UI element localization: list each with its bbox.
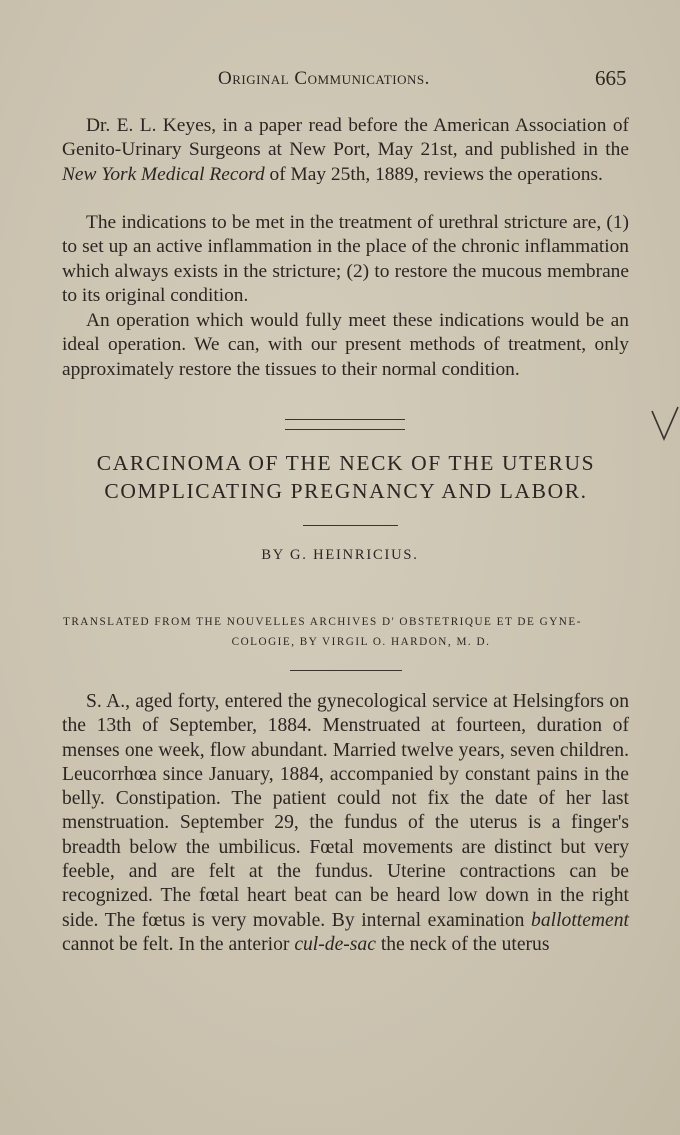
- article-title-line-2: COMPLICATING PREGNANCY AND LABOR.: [104, 479, 588, 503]
- case-report-text-2: cannot be felt. In the anterior: [62, 933, 295, 955]
- case-report-italic-ballottement: ballottement: [531, 909, 629, 931]
- case-report-paragraph: [62, 690, 629, 957]
- journal-title: New York Medical Record: [62, 163, 265, 185]
- translation-note: [63, 612, 629, 652]
- paragraph-keyes: [62, 114, 629, 187]
- case-report-text-1: S. A., aged forty, entered the gynecological service at Helsingfors on the 13th of September, 1884. Menstruated at fourteen, duration of menses one week, flow abundant. Married twelve years, seven children. Leucorrhœa since January, 1884, accompanied by constant pains in the belly. Constipation. The patient could not fix the date of her last menstruation. September 29, the fundus of the uterus is a finger's breadth below the umbilicus. Fœtal movements are distinct but very feeble, and are felt at the fundus. Uterine contractions can be recognized. The fœtal heart beat can be heard low down in the right side. The fœtus is very movable. By internal examination: [62, 691, 629, 931]
- author-byline: BY G. HEINRICIUS.: [261, 547, 419, 563]
- article-title: [60, 449, 632, 505]
- running-head: Original Communications.: [218, 68, 430, 89]
- section-divider-top: [285, 419, 405, 420]
- paragraph-indications: The indications to be met in the treatment of urethral stricture are, (1) to set up an active inflammation in the place of the chronic inflammation which always exists in the stricture; (2) to restore the mucous membrane to its original condition.: [62, 212, 629, 307]
- paragraph-keyes-text-end: of May 25th, 1889, reviews the operations.: [264, 163, 603, 185]
- translation-note-line-1: TRANSLATED FROM THE NOUVELLES ARCHIVES D' OBSTETRIQUE ET DE GYNE-: [63, 616, 582, 628]
- paragraph-ideal-operation: An operation which would fully meet these indications would be an ideal operation. We can, with our present methods of treatment, only approximately restore the tissues to their normal condition.: [62, 310, 629, 380]
- translation-divider: [290, 670, 402, 671]
- article-title-line-1: CARCINOMA OF THE NECK OF THE UTERUS: [96, 451, 596, 475]
- page-header: [0, 66, 680, 94]
- translation-note-line-2: COLOGIE, BY VIRGIL O. HARDON, M. D.: [231, 636, 491, 648]
- case-report-italic-cul-de-sac: cul-de-sac: [294, 933, 376, 955]
- paragraph-keyes-text-start: Dr. E. L. Keyes, in a paper read before the American Association of Genito-Urinary Surgeons at New Port, May 21st, and published in the: [62, 115, 629, 161]
- check-mark-stroke: [652, 407, 678, 439]
- case-report-text-3: the neck of the uterus: [375, 933, 550, 955]
- title-divider: [303, 525, 398, 526]
- section-divider-bottom: [285, 429, 405, 430]
- page-number: 665: [595, 66, 627, 90]
- margin-check-mark: [650, 405, 680, 445]
